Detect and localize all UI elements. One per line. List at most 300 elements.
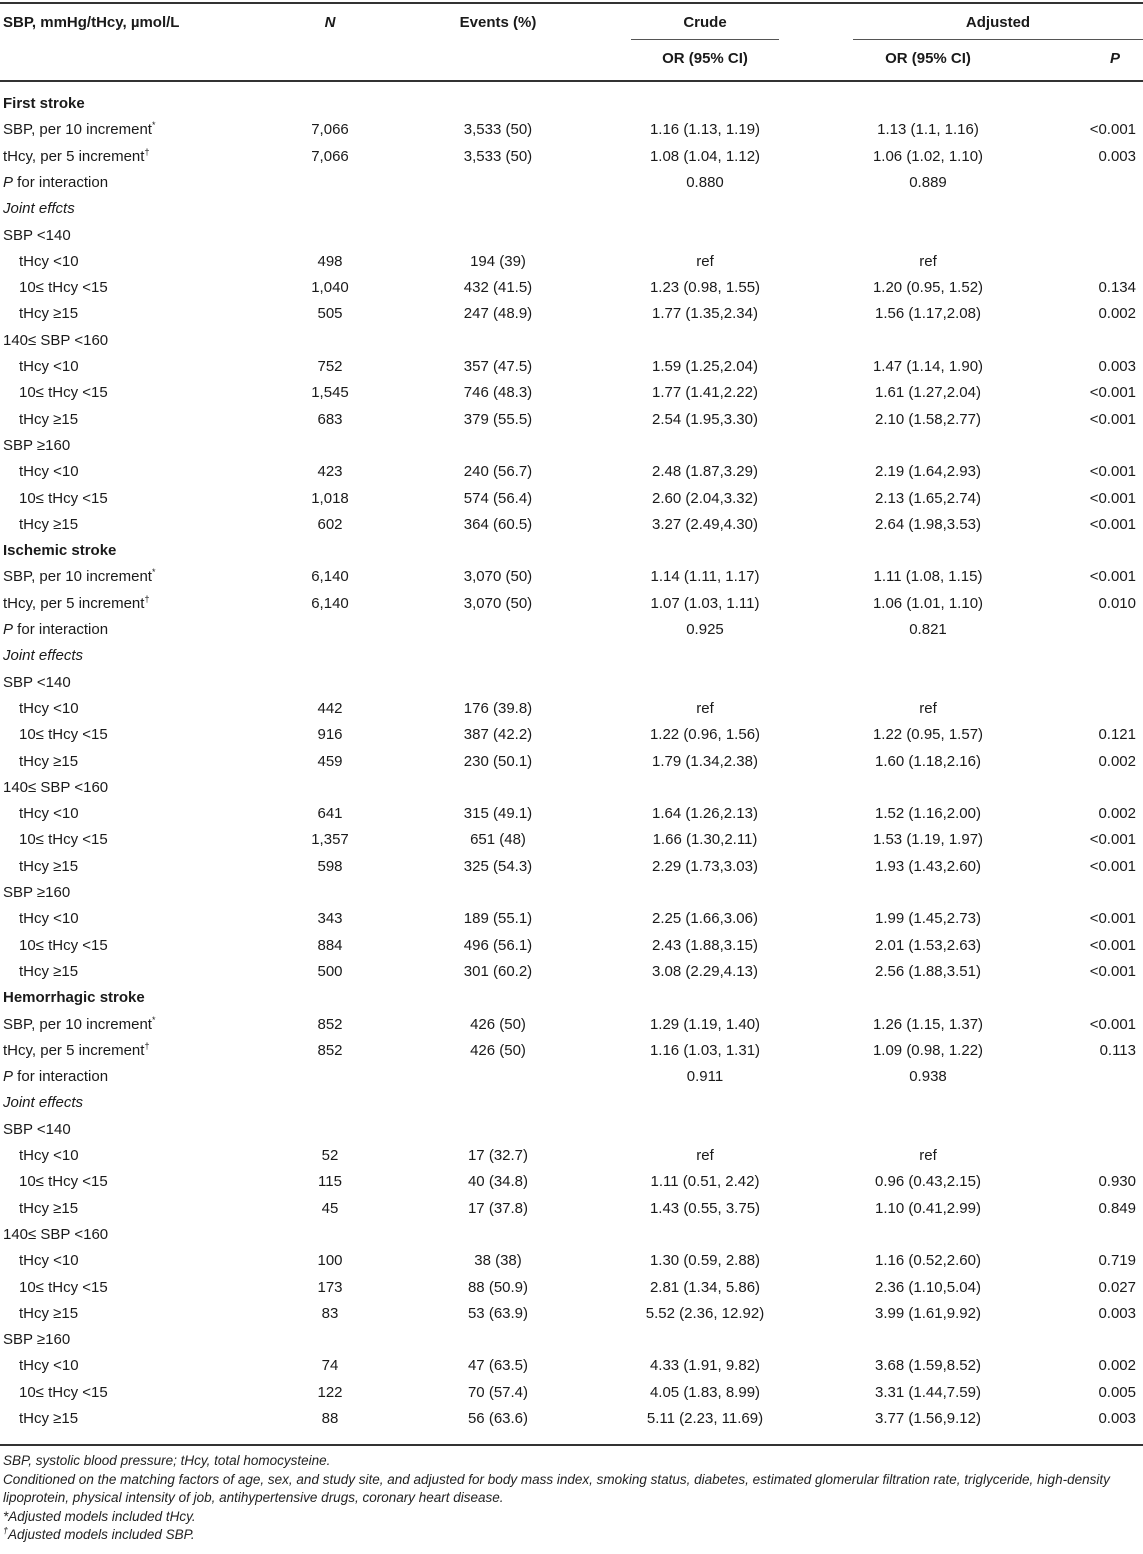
n-value: 173 [317, 1278, 343, 1296]
crude-or: 2.25 (1.66,3.06) [652, 910, 758, 928]
table-row [0, 617, 1143, 643]
footnote-abbreviations: SBP, systolic blood pressure; tHcy, total homocysteine. [3, 1453, 331, 1468]
table-row [0, 643, 1143, 669]
crude-or: 1.77 (1.41,2.22) [652, 384, 758, 402]
group-label: 140≤ SBP <160 [3, 331, 109, 349]
adjusted-or: 1.22 (0.95, 1.57) [872, 726, 984, 744]
p-value: <0.001 [1089, 463, 1136, 481]
section-title: First stroke [3, 95, 85, 112]
row-label [3, 1064, 108, 1090]
p-value: 0.010 [1098, 594, 1136, 612]
row-label-text: tHcy ≥15 [19, 515, 79, 533]
row-label [19, 722, 108, 748]
crude-or: 1.77 (1.35,2.34) [652, 305, 758, 323]
events-value: 496 (56.1) [463, 936, 533, 954]
row-label [19, 1406, 78, 1432]
table-row [0, 91, 1143, 117]
row-label-text: SBP, per 10 increment [3, 121, 152, 139]
table-row [0, 117, 1143, 143]
row-label-text: 10≤ tHcy <15 [19, 1383, 108, 1401]
row-label-text: tHcy ≥15 [19, 1304, 79, 1322]
header-adjusted-or: OR (95% CI) [885, 50, 971, 67]
crude-or: 0.925 [686, 621, 724, 638]
table-row [0, 906, 1143, 932]
n-value: 1,040 [311, 279, 349, 297]
row-label [3, 117, 156, 143]
events-value: 53 (63.9) [467, 1304, 529, 1322]
crude-or: 1.79 (1.34,2.38) [652, 752, 758, 770]
adjusted-or: 3.77 (1.56,9.12) [875, 1410, 981, 1427]
crude-or: 2.60 (2.04,3.32) [652, 489, 758, 507]
group-label: SBP <140 [3, 226, 71, 244]
events-value: 357 (47.5) [463, 358, 533, 375]
n-value: 641 [317, 805, 343, 823]
header-p: P [1109, 50, 1120, 67]
table-row [0, 249, 1143, 275]
events-value: 189 (55.1) [463, 910, 533, 928]
p-value: 0.003 [1098, 147, 1136, 165]
p-value: <0.001 [1089, 962, 1136, 980]
row-label [19, 1169, 108, 1195]
table-row [0, 880, 1143, 906]
n-value: 505 [317, 305, 343, 323]
header-crude: Crude [683, 14, 727, 31]
events-value: 3,533 (50) [463, 147, 533, 165]
n-value: 88 [321, 1410, 339, 1427]
crude-or: ref [696, 1147, 714, 1164]
footnote-star-mark: * [3, 1508, 9, 1524]
adjusted-or: 2.01 (1.53,2.63) [875, 936, 981, 954]
events-value: 17 (32.7) [467, 1147, 529, 1164]
row-label-text: tHcy ≥15 [19, 1410, 79, 1427]
table-row [0, 1038, 1143, 1064]
table-row [0, 196, 1143, 222]
row-label [19, 1301, 78, 1327]
events-value: 56 (63.6) [467, 1410, 529, 1427]
events-value: 88 (50.9) [467, 1278, 529, 1296]
table-row [0, 1301, 1143, 1327]
row-label [19, 512, 78, 538]
row-label-text: 10≤ tHcy <15 [19, 279, 108, 297]
crude-or: 0.911 [686, 1068, 724, 1086]
row-label-text: SBP, per 10 increment [3, 568, 152, 586]
adjusted-or: ref [919, 252, 937, 270]
row-label [19, 486, 108, 512]
row-label [3, 1012, 156, 1038]
table-row [0, 1143, 1143, 1169]
row-label [19, 1353, 79, 1379]
row-label [19, 459, 79, 485]
crude-or: 4.33 (1.91, 9.82) [649, 1357, 761, 1375]
row-label-text: 10≤ tHcy <15 [19, 1173, 108, 1191]
row-label-text: tHcy <10 [19, 358, 79, 375]
p-value: 0.121 [1098, 726, 1136, 744]
row-label-text: tHcy <10 [19, 1252, 79, 1270]
row-label [19, 354, 79, 380]
adjusted-or: 3.31 (1.44,7.59) [875, 1383, 981, 1401]
crude-or: 2.43 (1.88,3.15) [652, 936, 758, 954]
n-value: 100 [317, 1252, 343, 1270]
row-label [19, 749, 78, 775]
n-value: 459 [317, 752, 343, 770]
table-row [0, 538, 1143, 564]
row-label-text: tHcy ≥15 [19, 305, 79, 323]
row-label [3, 170, 108, 196]
crude-or: 1.16 (1.13, 1.19) [649, 121, 761, 139]
crude-or: 3.27 (2.49,4.30) [652, 515, 758, 533]
group-label: SBP ≥160 [3, 884, 71, 901]
header-events: Events (%) [459, 14, 537, 31]
table-row [0, 1090, 1143, 1116]
row-label [19, 380, 108, 406]
events-value: 364 (60.5) [463, 515, 533, 533]
row-label-text: tHcy, per 5 increment [3, 594, 145, 612]
adjusted-or: 1.10 (0.41,2.99) [875, 1199, 981, 1217]
crude-or: 5.52 (2.36, 12.92) [645, 1304, 765, 1322]
n-value: 115 [318, 1173, 342, 1191]
header-bottom-rule [0, 80, 1143, 82]
p-value: 0.002 [1098, 805, 1136, 823]
row-label-text: tHcy ≥15 [19, 1199, 79, 1217]
adjusted-or: 1.52 (1.16,2.00) [875, 805, 981, 823]
row-label [3, 144, 149, 170]
p-value: <0.001 [1089, 910, 1136, 928]
p-value: 0.003 [1098, 1410, 1136, 1427]
crude-or: 3.08 (2.29,4.13) [652, 962, 758, 980]
p-value: <0.001 [1089, 857, 1136, 875]
n-value: 122 [317, 1383, 343, 1401]
table-row [0, 328, 1143, 354]
adjusted-or: 2.13 (1.65,2.74) [875, 489, 981, 507]
crude-or: 2.54 (1.95,3.30) [652, 410, 758, 428]
section-title: Ischemic stroke [3, 542, 117, 560]
events-value: 38 (38) [474, 1252, 522, 1270]
n-value: 7,066 [311, 121, 349, 139]
events-value: 194 (39) [470, 252, 526, 270]
crude-or: 1.14 (1.11, 1.17) [650, 568, 760, 586]
row-label [3, 591, 149, 617]
events-value: 240 (56.7) [463, 463, 533, 481]
n-value: 1,018 [311, 489, 349, 507]
crude-or: 1.30 (0.59, 2.88) [649, 1252, 761, 1270]
row-label [19, 1143, 79, 1169]
table-row [0, 275, 1143, 301]
row-label [19, 1196, 78, 1222]
n-value: 752 [317, 358, 343, 375]
adjusted-or: 1.99 (1.45,2.73) [875, 910, 981, 928]
n-value: 6,140 [311, 594, 349, 612]
n-value: 442 [317, 699, 343, 717]
adjusted-or: 1.06 (1.01, 1.10) [872, 594, 984, 612]
table-row [0, 1248, 1143, 1274]
footnote-marker: † [144, 146, 150, 157]
table-row [0, 223, 1143, 249]
crude-or: 1.22 (0.96, 1.56) [649, 726, 761, 744]
adjusted-or: 1.61 (1.27,2.04) [875, 384, 981, 402]
p-value: 0.005 [1098, 1383, 1136, 1401]
n-value: 602 [317, 515, 343, 533]
n-value: 884 [317, 936, 343, 954]
p-value: 0.002 [1098, 305, 1136, 323]
n-value: 916 [317, 726, 343, 744]
crude-or: ref [696, 252, 714, 270]
n-value: 52 [321, 1147, 339, 1164]
table-row [0, 1169, 1143, 1195]
table-bottom-rule [0, 1444, 1143, 1446]
crude-or: 2.29 (1.73,3.03) [652, 857, 758, 875]
p-value: <0.001 [1089, 121, 1136, 139]
adjusted-or: 2.19 (1.64,2.93) [875, 463, 981, 481]
crude-or: 1.64 (1.26,2.13) [652, 805, 758, 823]
p-value: 0.002 [1098, 1357, 1136, 1375]
table-row [0, 433, 1143, 459]
table-row [0, 301, 1143, 327]
p-symbol: P [3, 1068, 14, 1086]
footnote-marker: † [144, 593, 150, 604]
events-value: 301 (60.2) [463, 962, 533, 980]
events-value: 230 (50.1) [463, 752, 533, 770]
events-value: 3,070 (50) [463, 568, 533, 586]
adjusted-underline [853, 39, 1143, 40]
table-row [0, 827, 1143, 853]
table-top-rule [0, 2, 1143, 4]
footnote-star: *Adjusted models included tHcy. [3, 1508, 196, 1524]
table-row [0, 459, 1143, 485]
footnote-marker: * [151, 1014, 156, 1025]
n-value: 852 [317, 1015, 343, 1033]
p-value: 0.134 [1098, 279, 1136, 297]
table-row [0, 486, 1143, 512]
group-label: SBP <140 [3, 673, 71, 691]
subsection-title: Joint effects [3, 647, 84, 665]
crude-or: 1.23 (0.98, 1.55) [649, 279, 761, 297]
table-row [0, 1353, 1143, 1379]
footnote-marker: * [151, 567, 156, 578]
p-value: 0.849 [1098, 1199, 1136, 1217]
row-label-text: tHcy ≥15 [19, 962, 79, 980]
row-label-text: tHcy <10 [19, 910, 79, 928]
events-value: 426 (50) [470, 1041, 526, 1059]
row-label [19, 1380, 108, 1406]
p-value: 0.027 [1098, 1278, 1136, 1296]
row-label [19, 959, 78, 985]
subsection-title: Joint effcts [3, 200, 75, 218]
row-label-text: tHcy <10 [19, 1147, 79, 1164]
p-value: <0.001 [1089, 515, 1136, 533]
row-label-text: tHcy <10 [19, 1357, 79, 1375]
table-row [0, 933, 1143, 959]
table-row [0, 985, 1143, 1011]
adjusted-or: 2.36 (1.10,5.04) [875, 1278, 981, 1296]
crude-or: 2.81 (1.34, 5.86) [649, 1278, 761, 1296]
table-row [0, 591, 1143, 617]
adjusted-or: 0.821 [909, 621, 947, 638]
crude-or: 1.08 (1.04, 1.12) [649, 147, 761, 165]
footnotes [3, 1452, 1133, 1545]
adjusted-or: 1.93 (1.43,2.60) [875, 857, 981, 875]
table-row [0, 1380, 1143, 1406]
crude-or: 1.29 (1.19, 1.40) [649, 1015, 761, 1033]
table-row [0, 1222, 1143, 1248]
adjusted-or: 1.20 (0.95, 1.52) [872, 279, 984, 297]
footnote-conditioned: Conditioned on the matching factors of age, sex, and study site, and adjusted for body mass index, smoking status, diabetes, estimated glomerular filtration rate, triglyceride, high-density lipoprotein, physical intensity of job, antihypertensive drugs, coronary heart disease. [3, 1471, 1110, 1505]
table-row [0, 1012, 1143, 1038]
crude-or: 1.59 (1.25,2.04) [652, 358, 758, 375]
row-label [3, 564, 156, 590]
p-value: <0.001 [1089, 489, 1136, 507]
table-row [0, 959, 1143, 985]
row-label-text: 10≤ tHcy <15 [19, 936, 108, 954]
row-label-text: 10≤ tHcy <15 [19, 1278, 108, 1296]
events-value: 379 (55.5) [463, 410, 533, 428]
group-label: 140≤ SBP <160 [3, 778, 109, 796]
crude-or: 1.66 (1.30,2.11) [652, 831, 758, 849]
events-value: 47 (63.5) [467, 1357, 529, 1375]
adjusted-or: 1.60 (1.18,2.16) [875, 752, 981, 770]
n-value: 498 [317, 252, 343, 270]
table-row [0, 1406, 1143, 1432]
row-label [3, 1038, 149, 1064]
row-label-text: 10≤ tHcy <15 [19, 489, 108, 507]
adjusted-or: 2.56 (1.88,3.51) [875, 962, 981, 980]
row-label-text: tHcy <10 [19, 699, 79, 717]
n-value: 500 [317, 962, 343, 980]
p-value: <0.001 [1089, 831, 1136, 849]
p-value: <0.001 [1089, 936, 1136, 954]
adjusted-or: 1.13 (1.1, 1.16) [877, 121, 979, 139]
p-symbol: P [3, 173, 14, 191]
adjusted-or: 2.10 (1.58,2.77) [875, 410, 981, 428]
n-value: 7,066 [311, 147, 349, 165]
footnote-marker: * [151, 120, 156, 131]
table-row [0, 380, 1143, 406]
crude-or: ref [696, 699, 714, 717]
crude-or: 4.05 (1.83, 8.99) [649, 1383, 761, 1401]
header-n: N [324, 14, 336, 31]
events-value: 426 (50) [470, 1015, 526, 1033]
events-value: 17 (37.8) [467, 1199, 529, 1217]
table-row [0, 696, 1143, 722]
group-label: SBP ≥160 [3, 1331, 71, 1349]
row-label-text: tHcy, per 5 increment [3, 1041, 145, 1059]
events-value: 325 (54.3) [463, 857, 533, 875]
row-label [19, 933, 108, 959]
table-row [0, 670, 1143, 696]
p-value: 0.113 [1099, 1041, 1136, 1059]
n-value: 423 [317, 463, 343, 481]
p-value: 0.719 [1098, 1252, 1136, 1270]
row-label-text: 10≤ tHcy <15 [19, 831, 108, 849]
adjusted-or: 1.56 (1.17,2.08) [875, 305, 981, 323]
crude-or: 5.11 (2.23, 11.69) [646, 1410, 764, 1427]
events-value: 387 (42.2) [463, 726, 533, 744]
subsection-title: Joint effects [3, 1094, 84, 1112]
row-label-text: SBP, per 10 increment [3, 1015, 152, 1033]
table-row [0, 354, 1143, 380]
n-value: 45 [321, 1199, 339, 1217]
p-value: <0.001 [1089, 384, 1136, 402]
n-value: 598 [317, 857, 343, 875]
crude-or: 0.880 [686, 173, 724, 191]
p-value: 0.003 [1098, 358, 1136, 375]
row-label-text: for interaction [13, 621, 109, 638]
n-value: 852 [317, 1041, 343, 1059]
row-label [19, 906, 79, 932]
header-adjusted: Adjusted [965, 14, 1031, 31]
row-label [19, 275, 108, 301]
p-value: <0.001 [1089, 568, 1136, 586]
n-value: 6,140 [311, 568, 349, 586]
events-value: 574 (56.4) [463, 489, 533, 507]
n-value: 1,357 [311, 831, 349, 849]
row-label-text: for interaction [13, 173, 109, 191]
row-label [19, 801, 79, 827]
n-value: 1,545 [311, 384, 349, 402]
adjusted-or: 2.64 (1.98,3.53) [875, 515, 981, 533]
events-value: 70 (57.4) [467, 1383, 529, 1401]
table-row [0, 1064, 1143, 1090]
row-label [19, 407, 78, 433]
adjusted-or: 1.26 (1.15, 1.37) [872, 1015, 984, 1033]
adjusted-or: 1.16 (0.52,2.60) [875, 1252, 981, 1270]
events-value: 315 (49.1) [463, 805, 533, 823]
row-label-text: 10≤ tHcy <15 [19, 726, 108, 744]
group-label: 140≤ SBP <160 [3, 1225, 109, 1243]
row-label [19, 1275, 108, 1301]
row-label-text: tHcy <10 [19, 463, 79, 481]
table-row [0, 854, 1143, 880]
p-value: <0.001 [1089, 1015, 1136, 1033]
footnote-dagger-mark: † [3, 1525, 9, 1536]
table-row [0, 801, 1143, 827]
crude-or: 1.16 (1.03, 1.31) [649, 1041, 761, 1059]
adjusted-or: 3.68 (1.59,8.52) [875, 1357, 981, 1375]
adjusted-or: 3.99 (1.61,9.92) [875, 1304, 981, 1322]
row-label-text: tHcy <10 [19, 252, 79, 270]
events-value: 432 (41.5) [463, 279, 533, 297]
events-value: 40 (34.8) [467, 1173, 529, 1191]
footnote-marker: † [144, 1040, 150, 1051]
n-value: 343 [317, 910, 343, 928]
crude-or: 2.48 (1.87,3.29) [652, 463, 758, 481]
crude-underline [631, 39, 779, 40]
p-value: 0.003 [1098, 1304, 1136, 1322]
p-value: 0.002 [1098, 752, 1136, 770]
row-label-text: tHcy ≥15 [19, 752, 79, 770]
n-value: 74 [321, 1357, 339, 1375]
adjusted-or: 0.938 [909, 1068, 947, 1086]
header-label: SBP, mmHg/tHcy, µmol/L [3, 14, 180, 31]
adjusted-or: 1.06 (1.02, 1.10) [872, 147, 984, 165]
p-value: 0.930 [1098, 1173, 1136, 1191]
crude-or: 1.43 (0.55, 3.75) [649, 1199, 761, 1217]
p-symbol: P [3, 621, 14, 638]
events-value: 651 (48) [470, 831, 526, 849]
table-row [0, 1117, 1143, 1143]
adjusted-or: 0.96 (0.43,2.15) [875, 1173, 981, 1191]
adjusted-or: 1.11 (1.08, 1.15) [873, 568, 983, 586]
n-value: 83 [321, 1304, 339, 1322]
adjusted-or: 1.09 (0.98, 1.22) [872, 1041, 984, 1059]
row-label [19, 854, 78, 880]
header-crude-or: OR (95% CI) [662, 50, 748, 67]
events-value: 247 (48.9) [463, 305, 533, 323]
table-row [0, 1275, 1143, 1301]
group-label: SBP ≥160 [3, 436, 71, 454]
row-label-text: 10≤ tHcy <15 [19, 384, 108, 402]
crude-or: 1.07 (1.03, 1.11) [650, 594, 760, 612]
table-row [0, 144, 1143, 170]
